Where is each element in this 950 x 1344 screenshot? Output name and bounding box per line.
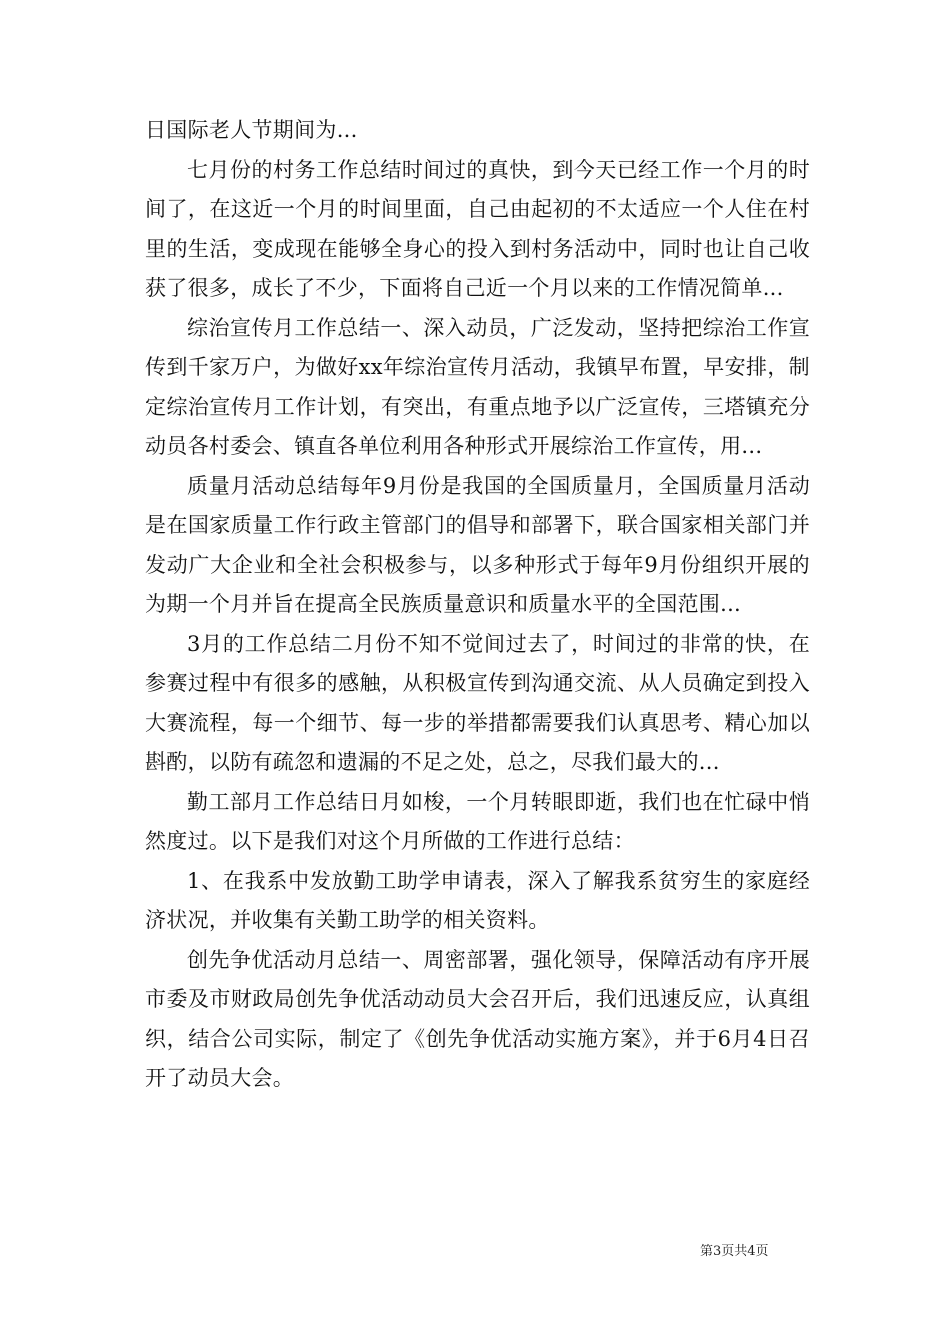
paragraph: 七月份的村务工作总结时间过的真快，到今天已经工作一个月的时间了，在这近一个月的时间里面，自己由起初的不太适应一个人住在村里的生活，变成现在能够全身心的投入到村务活动中，同时也让自己收获了很多，成长了不少，下面将自己近一个月以来的工作情况简单... (145, 157, 810, 300)
paragraph: 质量月活动总结每年9月份是我国的全国质量月，全国质量月活动是在国家质量工作行政主管部门的倡导和部署下，联合国家相关部门并发动广大企业和全社会积极参与，以多种形式于每年9月份组织开展的为期一个月并旨在提高全民族质量意识和质量水平的全国范围... (145, 473, 810, 616)
paragraph: 日国际老人节期间为... (145, 118, 358, 142)
document-body (145, 111, 810, 1099)
paragraph: 创先争优活动月总结一、周密部署，强化领导，保障活动有序开展市委及市财政局创先争优活动动员大会召开后，我们迅速反应，认真组织，结合公司实际，制定了《创先争优活动实施方案》，并于6月4日召开了动员大会。 (145, 947, 810, 1090)
paragraph: 勤工部月工作总结日月如梭，一个月转眼即逝，我们也在忙碌中悄然度过。以下是我们对这个月所做的工作进行总结： (145, 789, 810, 853)
paragraph: 1、在我系中发放勤工助学申请表，深入了解我系贫穷生的家庭经济状况，并收集有关勤工助学的相关资料。 (145, 868, 810, 932)
paragraph: 3月的工作总结二月份不知不觉间过去了，时间过的非常的快，在参赛过程中有很多的感触，从积极宣传到沟通交流、从人员确定到投入大赛流程，每一个细节、每一步的举措都需要我们认真思考、精心加以斟酌，以防有疏忽和遗漏的不足之处，总之，尽我们最大的... (145, 631, 810, 774)
paragraph: 综治宣传月工作总结一、深入动员，广泛发动，坚持把综治工作宣传到千家万户，为做好xx年综治宣传月活动，我镇早布置，早安排，制定综治宣传月工作计划，有突出，有重点地予以广泛宣传，三塔镇充分动员各村委会、镇直各单位利用各种形式开展综治工作宣传，用... (145, 315, 810, 458)
page-number-footer: 第3页共4页 (700, 1244, 769, 1259)
